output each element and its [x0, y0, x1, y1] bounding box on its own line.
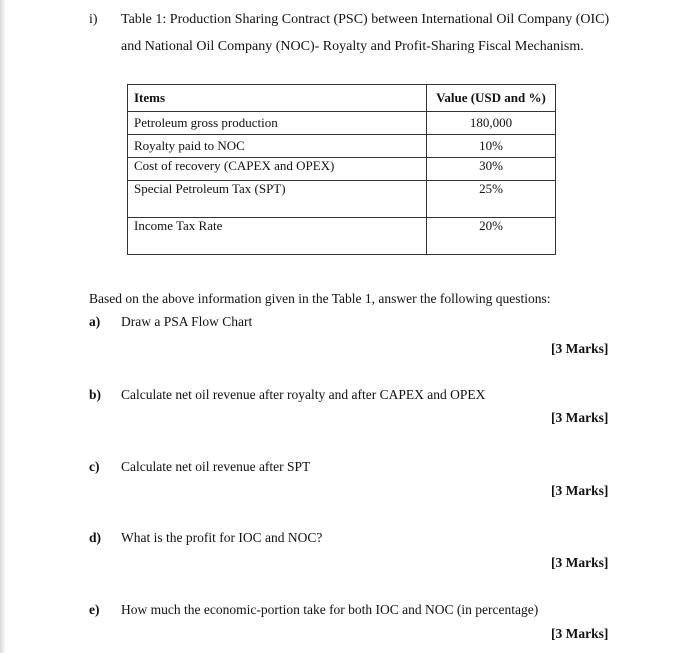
question-b-marks: [3 Marks] [551, 410, 609, 425]
page-edge-shadow [0, 0, 6, 653]
instructions-text: Based on the above information given in the Table 1, answer the following questions: [89, 291, 551, 306]
row-item: Petroleum gross production [128, 112, 427, 135]
question-a-text: Draw a PSA Flow Chart [121, 314, 253, 329]
question-a-marks: [3 Marks] [551, 341, 609, 356]
table-row [128, 158, 556, 181]
row-value: 30% [427, 158, 556, 181]
row-item: Cost of recovery (CAPEX and OPEX) [128, 158, 427, 181]
question-c-text: Calculate net oil revenue after SPT [121, 459, 311, 474]
table-row [128, 135, 556, 158]
question-e-text: How much the economic-portion take for both IOC and NOC (in percentage) [121, 602, 539, 617]
psc-table [127, 84, 556, 255]
question-c-label: c) [89, 459, 100, 474]
section-number: i) [89, 12, 98, 27]
question-d-label: d) [89, 530, 102, 545]
table-row [128, 112, 556, 135]
row-value: 25% [427, 181, 556, 218]
row-item: Special Petroleum Tax (SPT) [128, 181, 427, 218]
row-item: Income Tax Rate [128, 218, 427, 255]
header-value: Value (USD and %) [427, 85, 556, 112]
question-c-marks: [3 Marks] [551, 483, 609, 498]
table-caption-line-1: Table 1: Production Sharing Contract (PSC) between International Oil Company (OIC) [121, 12, 610, 27]
question-e-label: e) [89, 602, 100, 617]
table-caption-line-2: and National Oil Company (NOC)- Royalty and Profit-Sharing Fiscal Mechanism. [121, 39, 584, 54]
question-b-label: b) [89, 387, 102, 402]
question-d-text: What is the profit for IOC and NOC? [121, 530, 323, 545]
row-value: 20% [427, 218, 556, 255]
table-row [128, 218, 556, 255]
header-items: Items [128, 85, 427, 112]
question-d-marks: [3 Marks] [551, 555, 609, 570]
question-e-marks: [3 Marks] [551, 626, 609, 641]
row-item: Royalty paid to NOC [128, 135, 427, 158]
table-row [128, 181, 556, 218]
question-b-text: Calculate net oil revenue after royalty and after CAPEX and OPEX [121, 387, 486, 402]
table-header-row [128, 85, 556, 112]
question-a-label: a) [89, 314, 101, 329]
row-value: 10% [427, 135, 556, 158]
row-value: 180,000 [427, 112, 556, 135]
